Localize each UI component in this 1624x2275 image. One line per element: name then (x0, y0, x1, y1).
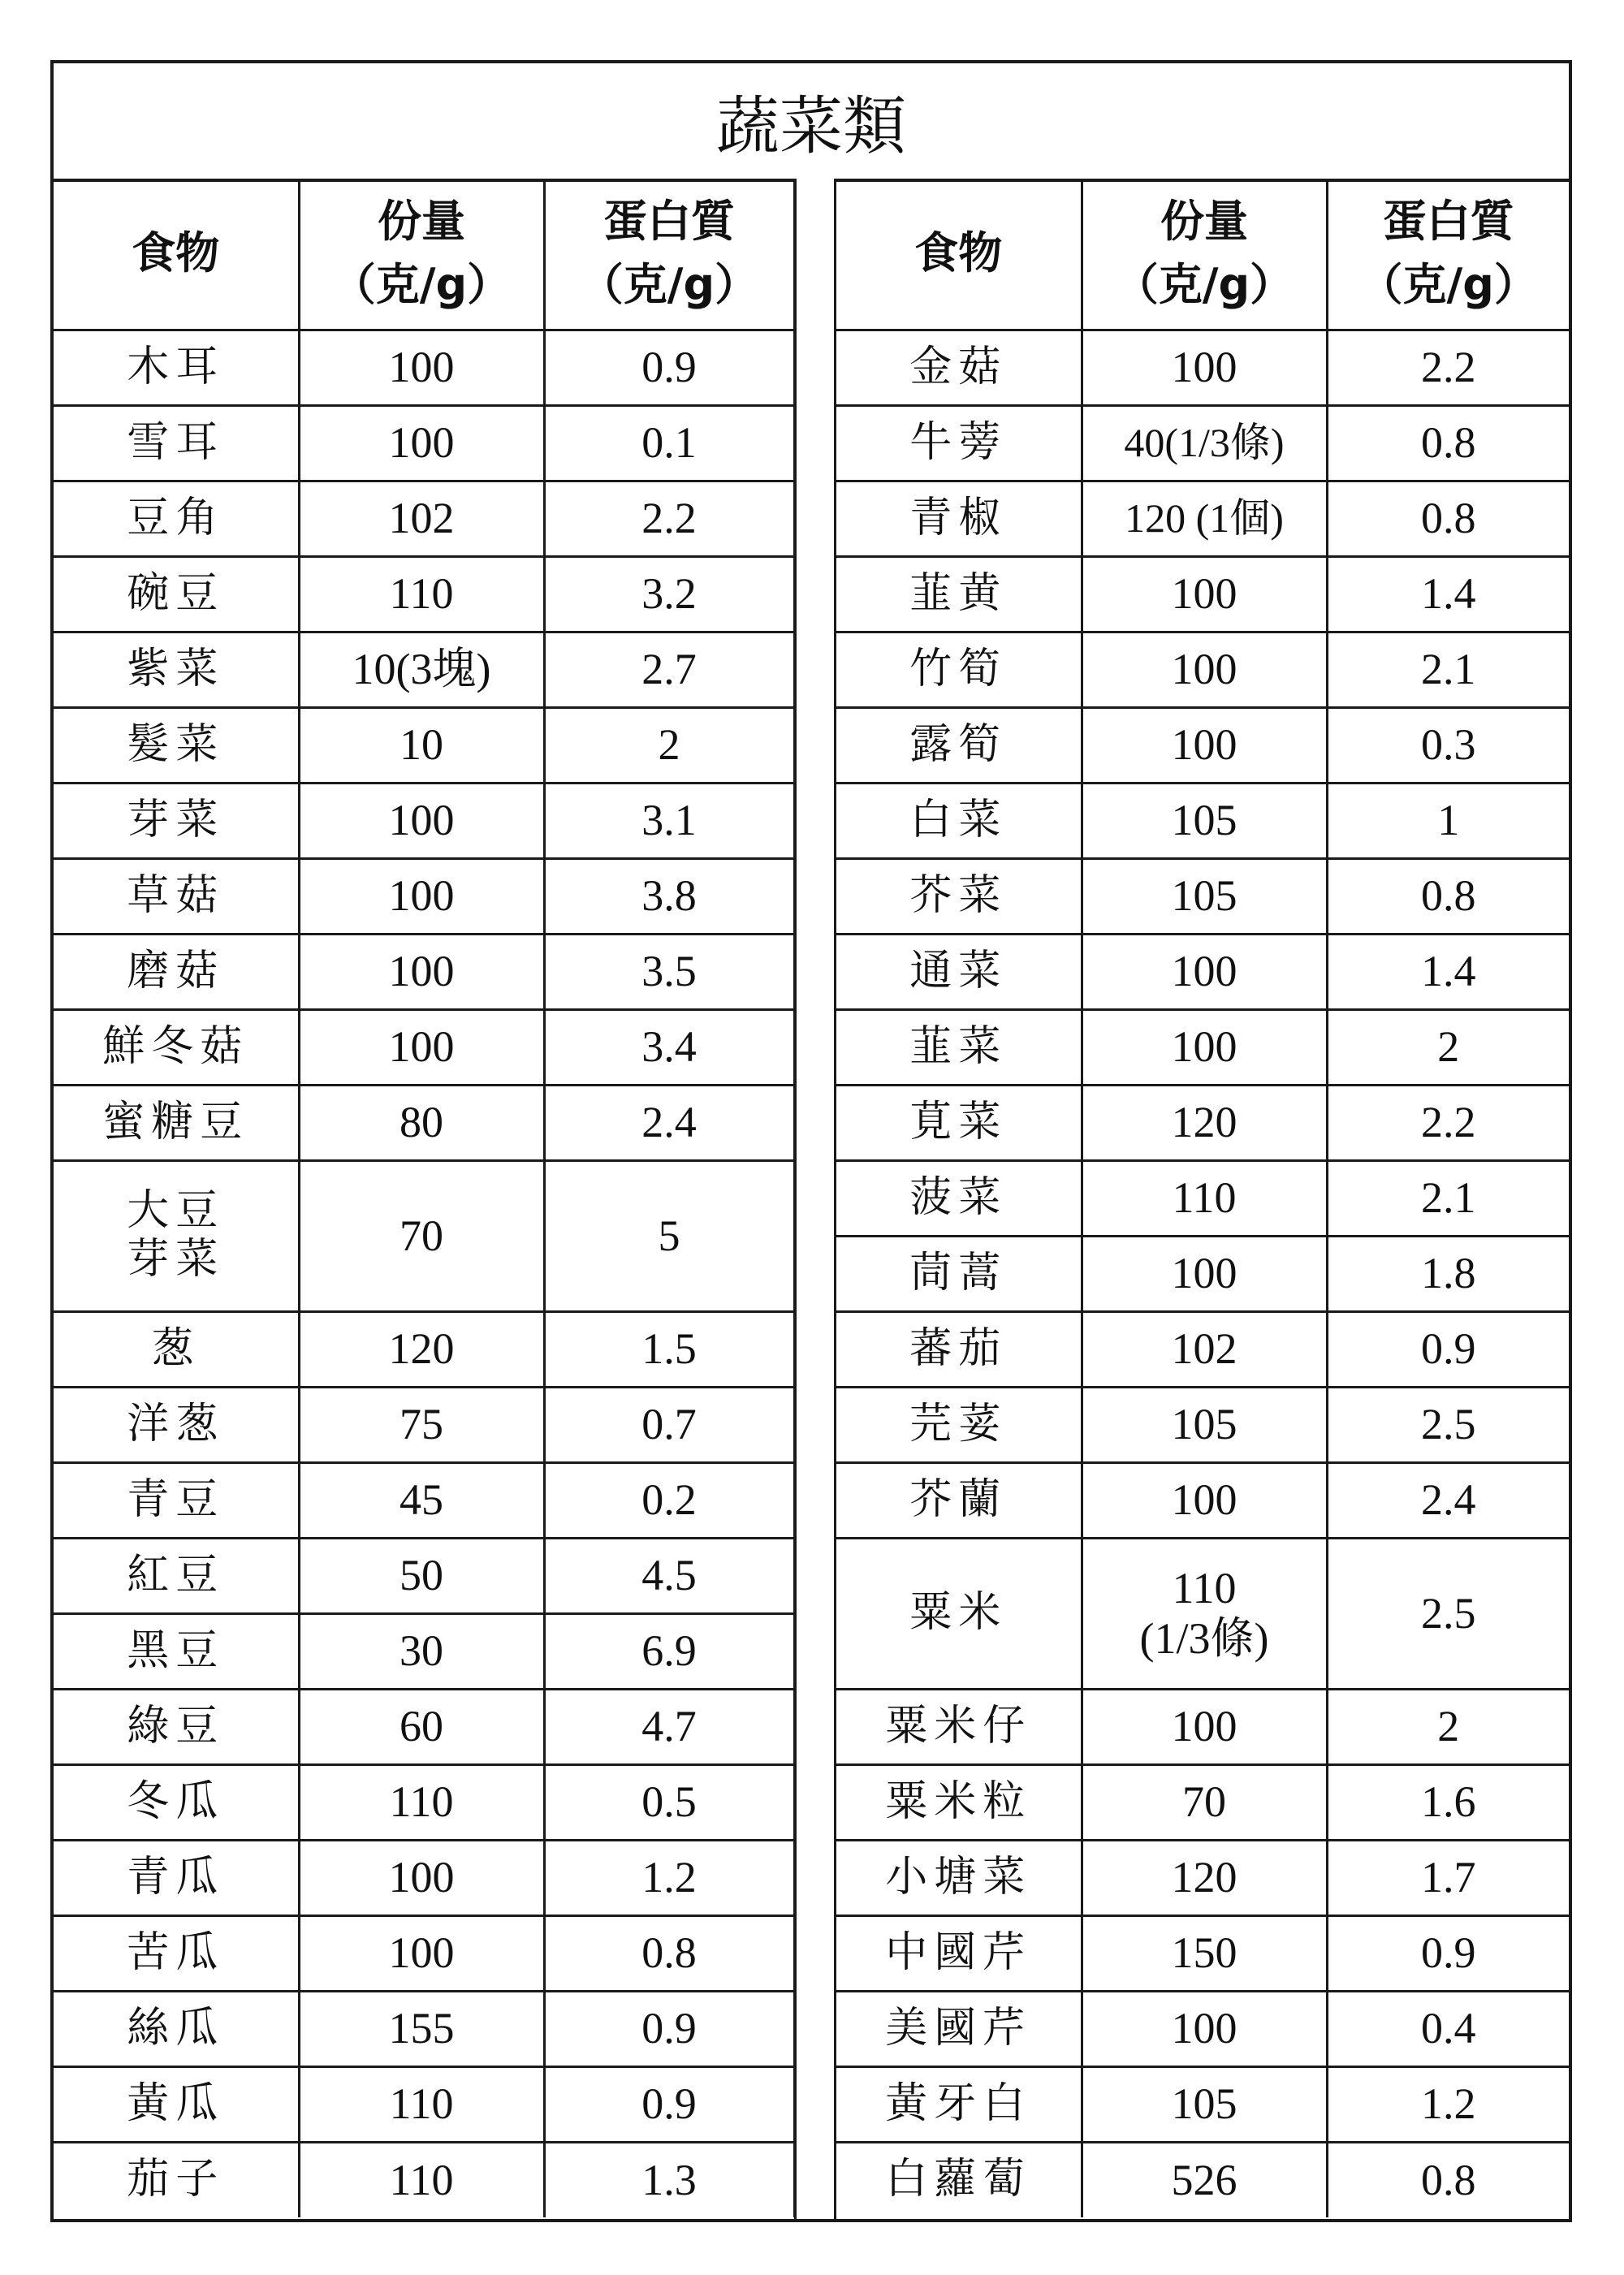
portion-value: 150 (1082, 1915, 1327, 1991)
food-name: 草菇 (54, 858, 299, 934)
portion-value: 526 (1082, 2142, 1327, 2217)
food-name: 碗豆 (54, 556, 299, 632)
protein-value: 0.9 (1327, 1311, 1569, 1387)
food-name: 磨菇 (54, 934, 299, 1009)
table-row (836, 1311, 1569, 1387)
portion-value: 100 (299, 1915, 544, 1991)
portion-value: 100 (1082, 1009, 1327, 1085)
table-row (54, 1764, 794, 1840)
protein-value: 0.8 (1327, 481, 1569, 556)
portion-value: 100 (1082, 707, 1327, 783)
portion-value: 100 (1082, 1236, 1327, 1311)
table-row (54, 1387, 794, 1462)
portion-value: 110 (1082, 1160, 1327, 1236)
table-row (54, 330, 794, 405)
food-name: 韮菜 (836, 1009, 1082, 1085)
table-row (836, 405, 1569, 481)
protein-value: 0.8 (1327, 2142, 1569, 2217)
protein-value: 2.1 (1327, 632, 1569, 707)
header-food: 食物 (836, 179, 1082, 330)
portion-value: 100 (1082, 632, 1327, 707)
table-row (836, 1085, 1569, 1160)
table-row (836, 1915, 1569, 1991)
protein-value: 1.8 (1327, 1236, 1569, 1311)
protein-value: 0.8 (544, 1915, 794, 1991)
portion-value: 102 (299, 481, 544, 556)
food-name: 大豆 芽菜 (54, 1160, 299, 1311)
protein-value: 1.3 (544, 2142, 794, 2217)
portion-value: 102 (1082, 1311, 1327, 1387)
protein-value: 2.5 (1327, 1387, 1569, 1462)
food-name: 美國芹 (836, 1991, 1082, 2066)
food-name: 洋葱 (54, 1387, 299, 1462)
food-name: 黑豆 (54, 1613, 299, 1689)
portion-value: 100 (1082, 1991, 1327, 2066)
portion-value: 100 (299, 858, 544, 934)
food-name: 黃牙白 (836, 2066, 1082, 2142)
portion-value: 105 (1082, 1387, 1327, 1462)
table-row (836, 2066, 1569, 2142)
portion-value: 100 (299, 330, 544, 405)
portion-value: 40(1/3條) (1082, 405, 1327, 481)
protein-value: 0.9 (544, 2066, 794, 2142)
food-name: 粟米 (836, 1538, 1082, 1689)
column-divider (794, 179, 836, 2219)
protein-value: 3.1 (544, 783, 794, 858)
portion-value: 110 (299, 556, 544, 632)
portion-value: 80 (299, 1085, 544, 1160)
protein-value: 1.4 (1327, 934, 1569, 1009)
food-name: 青豆 (54, 1462, 299, 1538)
food-name: 中國芹 (836, 1915, 1082, 1991)
portion-value: 70 (1082, 1764, 1327, 1840)
portion-value: 70 (299, 1160, 544, 1311)
protein-value: 0.9 (544, 330, 794, 405)
portion-value: 120 (299, 1311, 544, 1387)
food-name: 韮黄 (836, 556, 1082, 632)
food-name: 芥蘭 (836, 1462, 1082, 1538)
food-name: 菠菜 (836, 1160, 1082, 1236)
food-name: 莧菜 (836, 1085, 1082, 1160)
portion-value: 110 (299, 2066, 544, 2142)
protein-value: 2.1 (1327, 1160, 1569, 1236)
protein-value: 3.5 (544, 934, 794, 1009)
protein-value: 2 (1327, 1009, 1569, 1085)
protein-value: 1.2 (544, 1840, 794, 1915)
protein-value: 0.2 (544, 1462, 794, 1538)
portion-value: 100 (299, 405, 544, 481)
protein-value: 0.1 (544, 405, 794, 481)
portion-value: 75 (299, 1387, 544, 1462)
table-row (54, 481, 794, 556)
food-name: 黃瓜 (54, 2066, 299, 2142)
food-name: 露筍 (836, 707, 1082, 783)
food-name: 青瓜 (54, 1840, 299, 1915)
protein-value: 1.7 (1327, 1840, 1569, 1915)
table-row (54, 858, 794, 934)
table-row (836, 330, 1569, 405)
table-row (836, 1840, 1569, 1915)
table-row (54, 783, 794, 858)
table-row (836, 1991, 1569, 2066)
header-portion: 份量 （克/g） (1082, 179, 1327, 330)
food-name: 茄子 (54, 2142, 299, 2217)
portion-value: 10 (299, 707, 544, 783)
protein-value: 0.9 (544, 1991, 794, 2066)
portion-value: 60 (299, 1689, 544, 1764)
food-name: 冬瓜 (54, 1764, 299, 1840)
food-name: 芥菜 (836, 858, 1082, 934)
table-row (54, 1160, 794, 1311)
table-row (836, 1387, 1569, 1462)
food-name: 金菇 (836, 330, 1082, 405)
portion-value: 105 (1082, 858, 1327, 934)
protein-value: 2 (1327, 1689, 1569, 1764)
food-name: 白蘿蔔 (836, 2142, 1082, 2217)
protein-value: 2.7 (544, 632, 794, 707)
header-portion: 份量 （克/g） (299, 179, 544, 330)
portion-value: 100 (1082, 934, 1327, 1009)
protein-value: 2.2 (544, 481, 794, 556)
table-row (54, 632, 794, 707)
portion-value: 155 (299, 1991, 544, 2066)
protein-value: 2.2 (1327, 330, 1569, 405)
table-row (54, 1613, 794, 1689)
food-name: 通菜 (836, 934, 1082, 1009)
protein-value: 6.9 (544, 1613, 794, 1689)
portion-value: 100 (299, 1009, 544, 1085)
food-name: 芽菜 (54, 783, 299, 858)
table-row (54, 2066, 794, 2142)
table-row (836, 481, 1569, 556)
protein-value: 1 (1327, 783, 1569, 858)
protein-value: 0.8 (1327, 405, 1569, 481)
food-name: 綠豆 (54, 1689, 299, 1764)
table-row (54, 1009, 794, 1085)
food-name: 雪耳 (54, 405, 299, 481)
protein-value: 4.5 (544, 1538, 794, 1613)
table-row (836, 783, 1569, 858)
table-row (836, 1764, 1569, 1840)
food-name: 蕃茄 (836, 1311, 1082, 1387)
table-row (836, 1236, 1569, 1311)
table-row (54, 2142, 794, 2217)
portion-value: 110 (299, 2142, 544, 2217)
food-name: 葱 (54, 1311, 299, 1387)
food-name: 竹筍 (836, 632, 1082, 707)
food-name: 木耳 (54, 330, 299, 405)
table-row (836, 934, 1569, 1009)
portion-value: 110 (299, 1764, 544, 1840)
food-name: 豆角 (54, 481, 299, 556)
portion-value: 100 (1082, 1462, 1327, 1538)
food-name: 小塘菜 (836, 1840, 1082, 1915)
portion-value: 120 (1082, 1085, 1327, 1160)
table-row (836, 1009, 1569, 1085)
portion-value: 105 (1082, 783, 1327, 858)
protein-value: 4.7 (544, 1689, 794, 1764)
protein-value: 0.9 (1327, 1915, 1569, 1991)
portion-value: 100 (1082, 330, 1327, 405)
food-name: 粟米粒 (836, 1764, 1082, 1840)
table-row (54, 934, 794, 1009)
table-row (836, 632, 1569, 707)
portion-value: 100 (1082, 556, 1327, 632)
header-food: 食物 (54, 179, 299, 330)
food-name: 絲瓜 (54, 1991, 299, 2066)
food-name: 牛蒡 (836, 405, 1082, 481)
protein-value: 0.7 (544, 1387, 794, 1462)
table-row (54, 1689, 794, 1764)
table-row (836, 2142, 1569, 2217)
portion-value: 100 (299, 1840, 544, 1915)
table-row (54, 1462, 794, 1538)
portion-value: 45 (299, 1462, 544, 1538)
protein-value: 0.8 (1327, 858, 1569, 934)
food-name: 紅豆 (54, 1538, 299, 1613)
food-name: 蜜糖豆 (54, 1085, 299, 1160)
portion-value: 105 (1082, 2066, 1327, 2142)
protein-value: 0.5 (544, 1764, 794, 1840)
protein-value: 1.2 (1327, 2066, 1569, 2142)
page-title: 蔬菜類 (54, 63, 1569, 182)
protein-value: 5 (544, 1160, 794, 1311)
portion-value: 120 (1個) (1082, 481, 1327, 556)
table-row (836, 1462, 1569, 1538)
protein-value: 1.4 (1327, 556, 1569, 632)
food-name: 粟米仔 (836, 1689, 1082, 1764)
protein-value: 3.4 (544, 1009, 794, 1085)
food-name: 青椒 (836, 481, 1082, 556)
table-row (54, 405, 794, 481)
portion-value: 30 (299, 1613, 544, 1689)
table-row (54, 1840, 794, 1915)
left-table (54, 179, 796, 2217)
food-name: 芫荽 (836, 1387, 1082, 1462)
table-row (54, 707, 794, 783)
protein-value: 2 (544, 707, 794, 783)
table-row (54, 556, 794, 632)
table-row (54, 1538, 794, 1613)
portion-value: 100 (299, 934, 544, 1009)
food-name: 白菜 (836, 783, 1082, 858)
protein-value: 0.4 (1327, 1991, 1569, 2066)
header-row (836, 179, 1569, 330)
portion-value: 100 (299, 783, 544, 858)
protein-value: 1.6 (1327, 1764, 1569, 1840)
food-name: 苦瓜 (54, 1915, 299, 1991)
protein-value: 2.4 (1327, 1462, 1569, 1538)
portion-value: 100 (1082, 1689, 1327, 1764)
portion-value: 10(3塊) (299, 632, 544, 707)
protein-value: 0.3 (1327, 707, 1569, 783)
vegetable-protein-sheet (50, 60, 1572, 2222)
table-row (54, 1311, 794, 1387)
table-row (54, 1915, 794, 1991)
header-row (54, 179, 794, 330)
header-protein: 蛋白質 （克/g） (544, 179, 794, 330)
table-row (54, 1085, 794, 1160)
food-name: 紫菜 (54, 632, 299, 707)
protein-value: 1.5 (544, 1311, 794, 1387)
portion-value: 120 (1082, 1840, 1327, 1915)
table-row (836, 858, 1569, 934)
protein-value: 3.2 (544, 556, 794, 632)
protein-value: 2.2 (1327, 1085, 1569, 1160)
protein-value: 3.8 (544, 858, 794, 934)
food-name: 茼蒿 (836, 1236, 1082, 1311)
food-name: 髮菜 (54, 707, 299, 783)
table-row (836, 707, 1569, 783)
protein-value: 2.4 (544, 1085, 794, 1160)
table-row (836, 556, 1569, 632)
table-row (54, 1991, 794, 2066)
portion-value: 50 (299, 1538, 544, 1613)
right-table (836, 179, 1569, 2217)
table-row (836, 1160, 1569, 1236)
protein-value: 2.5 (1327, 1538, 1569, 1689)
table-row (836, 1538, 1569, 1689)
portion-value: 110 (1/3條) (1082, 1538, 1327, 1689)
food-name: 鮮冬菇 (54, 1009, 299, 1085)
table-row (836, 1689, 1569, 1764)
header-protein: 蛋白質 （克/g） (1327, 179, 1569, 330)
